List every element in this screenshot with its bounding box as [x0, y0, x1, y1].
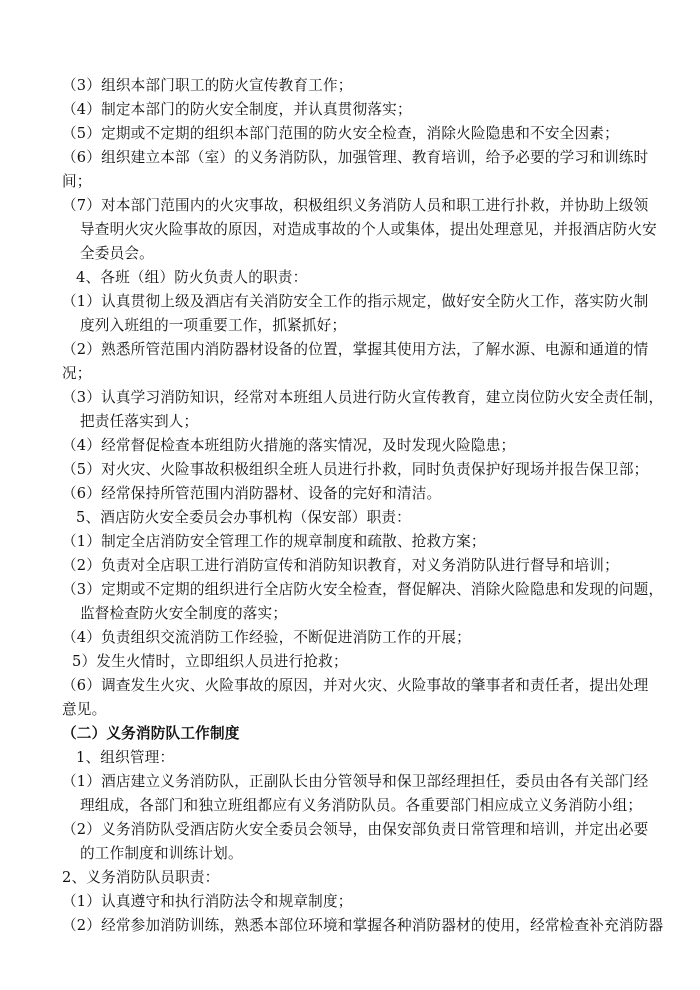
text-line: （6）调查发生火灾、火险事故的原因，并对火灾、火险事故的肇事者和责任者，提出处理 — [62, 677, 649, 694]
text-line: （1）酒店建立义务消防队，正副队长由分管领导和保卫部经理担任，委员由各有关部门经 — [62, 773, 649, 790]
text-line: 的工作制度和训练计划。 — [80, 845, 243, 862]
text-line: （4）制定本部门的防火安全制度，并认真贯彻落实； — [62, 101, 412, 118]
text-line: 理组成，各部门和独立班组都应有义务消防队员。各重要部门相应成立义务消防小组； — [80, 797, 643, 814]
section-heading: 2、义务消防队员职责： — [62, 869, 220, 886]
text-line: （6）经常保持所管范围内消防器材、设备的完好和清洁。 — [62, 485, 442, 502]
text-line: （6）组织建立本部（室）的义务消防队，加强管理、教育培训，给予必要的学习和训练时 — [62, 149, 649, 166]
text-line: （7）对本部门范围内的火灾事故，积极组织义务消防人员和职工进行扑救，并协助上级领 — [62, 197, 649, 214]
text-line: 况； — [62, 365, 92, 382]
text-line: 5）发生火情时，立即组织人员进行抢救； — [72, 653, 348, 670]
text-line: （2）义务消防队受酒店防火安全委员会领导，由保安部负责日常管理和培训，并定出必要 — [62, 821, 649, 838]
chapter-heading: （二）义务消防队工作制度 — [62, 725, 240, 742]
text-line: （1）认真贯彻上级及酒店有关消防安全工作的指示规定，做好安全防火工作，落实防火制 — [62, 293, 649, 310]
text-line: （2）熟悉所管范围内消防器材设备的位置，掌握其使用方法，了解水源、电源和通道的情 — [62, 341, 649, 358]
text-line: （3）定期或不定期的组织进行全店防火安全检查，督促解决、消除火险隐患和发现的问题， — [62, 581, 664, 598]
text-line: （3）组织本部门职工的防火宣传教育工作； — [62, 77, 353, 94]
section-heading: 4、各班（组）防火负责人的职责： — [76, 269, 308, 286]
text-line: （2）经常参加消防训练，熟悉本部位环境和掌握各种消防器材的使用，经常检查补充消防器 — [62, 917, 664, 934]
text-line: 间； — [62, 173, 92, 190]
text-line: 意见。 — [62, 701, 107, 718]
text-line: （4）经常督促检查本班组防火措施的落实情况，及时发现火险隐患； — [62, 437, 516, 454]
text-line: （5）定期或不定期的组织本部门范围的防火安全检查，消除火险隐患和不安全因素； — [62, 125, 619, 142]
text-line: 度列入班组的一项重要工作，抓紧抓好； — [80, 317, 347, 334]
text-line: 全委员会。 — [80, 245, 154, 262]
text-line: （4）负责组织交流消防工作经验，不断促进消防工作的开展； — [62, 629, 471, 646]
text-line: 监督检查防火安全制度的落实； — [80, 605, 288, 622]
section-heading: 1、组织管理： — [76, 749, 175, 766]
text-line: （2）负责对全店职工进行消防宣传和消防知识教育，对义务消防队进行督导和培训； — [62, 557, 619, 574]
text-line: （1）制定全店消防安全管理工作的规章制度和疏散、抢救方案； — [62, 533, 486, 550]
text-line: 把责任落实到人； — [80, 413, 199, 430]
section-heading: 5、酒店防火安全委员会办事机构（保安部）职责： — [76, 509, 411, 526]
text-line: 导查明火灾火险事故的原因，对造成事故的个人或集体，提出处理意见，并报酒店防火安 — [80, 221, 657, 238]
text-line: （5）对火灾、火险事故积极组织全班人员进行扑救，同时负责保护好现场并报告保卫部； — [62, 461, 649, 478]
text-line: （3）认真学习消防知识，经常对本班组人员进行防火宣传教育，建立岗位防火安全责任制， — [62, 389, 664, 406]
text-line: （1）认真遵守和执行消防法令和规章制度； — [62, 893, 353, 910]
